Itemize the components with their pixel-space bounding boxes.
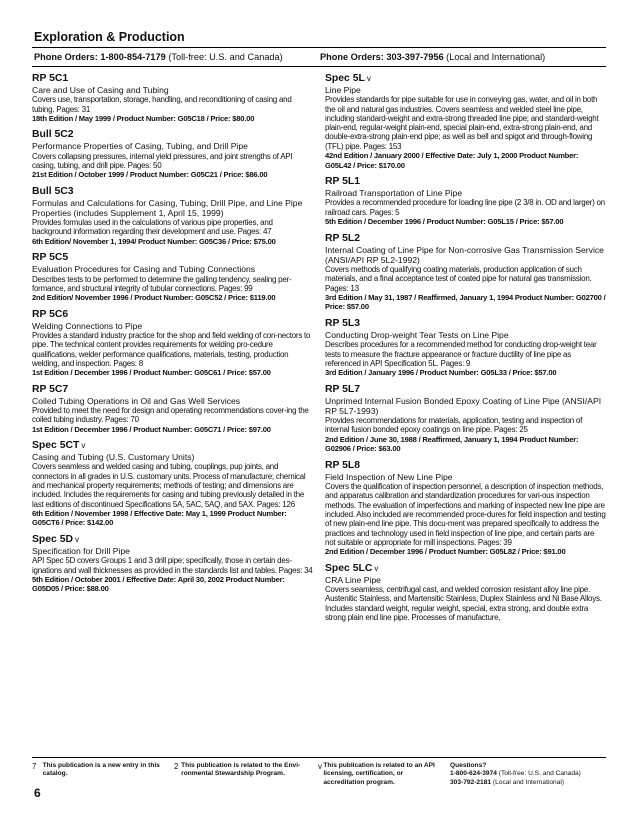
right-column [325, 73, 606, 628]
catalog-entry [32, 534, 313, 594]
entry-description: Describes tests to be performed to determine the galling tendency, sealing per-formance, and structural integrity of tubular connections. Pages: 99 [32, 274, 292, 293]
catalog-entry [32, 129, 313, 179]
new-entry-icon: 7 [32, 762, 37, 771]
entry-description: Provides standards for pipe suitable for use in conveying gas, water, and oil in both the oil and natural gas industries. Covers seamless and welded steel line pipe, including standard-weight and extra-strong threaded line pipe; and standard-weight plain-end, regular-weight plain-end, special plain-end, extra-strong plain-end, and double-extra-strong plain-end pipe; as well as bell and spigot and through-flowing (TFL) pipe. Pages: 153 [325, 95, 599, 151]
catalog-entry [32, 384, 313, 434]
licensing-mark: v [366, 74, 371, 83]
phone-tollfree [34, 52, 320, 62]
phone-local-note: (Local and International) [443, 52, 546, 62]
entry-code: Bull 5C2 [32, 129, 74, 141]
licensing-icon: v [318, 762, 322, 771]
section-title: Exploration & Production [34, 30, 185, 44]
questions-title: Questions? [450, 762, 487, 769]
entry-description: Covers collapsing pressures, internal yield pressures, and joint strengths of API casing, tubing, and drill pipe. Pages: 50 [32, 151, 293, 170]
entry-edition: 2nd Edition/ November 1996 / Product Number: G05C52 / Price: $119.00 [32, 293, 276, 303]
entry-description: Covers seamless and welded casing and tubing, couplings, pup joints, and connectors in all grades in U.S. customary units. Process of manufacture; chemical and mechanical property requirements; methods of testing; and dimensions are included. Includes the requirements for casing and tubing previously detailed in the last editions of discontinued Specifications 5A, 5AC, 5AQ, and 5AX. Pages: 126 [32, 462, 306, 509]
entry-title: Internal Coating of Line Pipe for Non-corrosive Gas Transmission Service (ANSI/API RP 5L2-1992) [325, 244, 604, 265]
entry-title: Railroad Transportation of Line Pipe [325, 188, 463, 199]
catalog-entry [32, 309, 313, 378]
catalog-entry [325, 73, 606, 170]
phone-local-number: Phone Orders: 303-397-7956 [320, 52, 444, 62]
entry-code: Spec 5LC v [325, 562, 379, 574]
entry-edition: 18th Edition / May 1999 / Product Number: G05C18 / Price: $80.00 [32, 113, 255, 123]
environmental-icon: 2 [174, 762, 179, 771]
page-number: 6 [34, 786, 41, 800]
questions-local-note: (Local and International) [491, 778, 565, 786]
entry-edition: 2nd Edition / June 30, 1988 / Reaffirmed, January 1, 1994 Product Number: G02906 / Price: $63.00 [325, 434, 579, 454]
entry-code: RP 5C6 [32, 308, 69, 320]
entry-edition: 5th Edition / December 1996 / Product Number: G05L15 / Price: $57.00 [325, 216, 564, 226]
entry-description: API Spec 5D covers Groups 1 and 3 drill pipe; specifically, those in certain des-ignations and wall thicknesses as provided in the standards list and tables. Pages: 34 [32, 556, 313, 575]
entry-code: Spec 5L v [325, 73, 371, 84]
entry-title: Coiled Tubing Operations in Oil and Gas Well Services [32, 395, 241, 406]
legend-text: This publication is related to the Envi-ronmental Stewardship Program. [181, 762, 301, 778]
entry-description: Covers methods of qualifying coating materials, production application of such materials, and a final acceptance test of coated pipe for natural gas transmission. Pages: 13 [325, 264, 592, 293]
entry-edition: 42nd Edition / January 2000 / Effective Date: July 1, 2000 Product Number: G05L42 / Price: $170.00 [325, 150, 579, 170]
entry-code: RP 5C5 [32, 252, 69, 264]
entry-edition: 6th Edition / November 1998 / Effective Date: May 1, 1999 Product Number: G05CT6 / Price: $142.00 [32, 508, 287, 528]
entry-title: Performance Properties of Casing, Tubing, and Drill Pipe [32, 141, 248, 152]
entry-code: Spec 5D v [32, 534, 80, 546]
legend-footer [32, 757, 606, 787]
entry-title: Line Pipe [325, 85, 361, 95]
entry-code: RP 5C1 [32, 73, 69, 84]
entry-description: Covers the qualification of inspection personnel, a description of inspection methods, and apparatus calibration and standardization procedures for vari-ous inspection methods. The evaluation of imperfections and marking of inspected new line pipe are included. Also included are recommended proce-dures for field inspection and testing of new plain-end line pipe. This docu-ment was prepared specifically to address the practices and technology used in field inspection of line pipe, and certain parts are not suitable or appropriate for mill inspections. Pages: 39 [325, 482, 606, 547]
entry-description: Covers use, transportation, storage, handling, and reconditioning of casing and tubing. Pages: 31 [32, 95, 292, 114]
legend-environmental [174, 762, 314, 787]
entry-code: RP 5L7 [325, 383, 361, 395]
entry-edition: 6th Edition/ November 1, 1994/ Product Number: G05C36 / Price: $75.00 [32, 236, 276, 246]
entry-code: RP 5C7 [32, 383, 69, 395]
catalog-entry [325, 176, 606, 226]
licensing-mark: v [75, 535, 80, 545]
entry-description: Describes procedures for a recommended method for conducting drop-weight tear tests to measure the fracture appearance or fracture ductility of line pipe as referenced in API Specification 5L. Pages: 9 [325, 340, 597, 368]
questions-tollfree-number: 1-800-624-3974 [450, 770, 497, 778]
phone-orders-bar [32, 47, 606, 67]
phone-tollfree-note: (Toll-free: U.S. and Canada) [165, 52, 283, 62]
entry-edition: 3rd Edition / January 1996 / Product Number: G05L33 / Price: $57.00 [325, 368, 557, 378]
licensing-mark: v [374, 563, 379, 573]
left-column [32, 73, 313, 628]
entry-title: Evaluation Procedures for Casing and Tubing Connections [32, 264, 256, 275]
entry-title: Field Inspection of New Line Pipe [325, 471, 453, 482]
entry-title: Unprimed Internal Fusion Bonded Epoxy Coating of Line Pipe (ANSI/API RP 5L7-1993) [325, 395, 602, 416]
entry-description: Provided to meet the need for design and operating recommendations cover-ing the coiled tubing industry. Pages: 70 [32, 405, 309, 425]
entry-edition: 3rd Edition / May 31, 1987 / Reaffirmed, January 1, 1994 Product Number: G02700 / Price: $57.00 [325, 292, 606, 312]
entry-edition: 1st Edition / December 1996 / Product Number: G05C71 / Price: $97.00 [32, 424, 271, 434]
legend-new-entry [32, 762, 170, 787]
catalog-entry [32, 440, 313, 528]
legend-text: This publication is related to an API licensing, certification, or accreditation program. [323, 762, 435, 786]
licensing-mark: v [81, 441, 86, 451]
catalog-entry [32, 186, 313, 247]
entry-edition: 1st Edition / December 1996 / Product Number: G05C61 / Price: $57.00 [32, 368, 271, 378]
legend-text: This publication is a new entry in this catalog. [42, 762, 160, 778]
entry-title: Conducting Drop-weight Tear Tests on Line Pipe [325, 330, 509, 341]
entry-title: Casing and Tubing (U.S. Customary Units) [32, 452, 195, 463]
questions-local-number: 303-792-2181 [450, 778, 492, 786]
entry-description: Provides a recommended procedure for loading line pipe (2 3/8 in. OD and larger) on railroad cars. Pages: 5 [325, 198, 605, 217]
entry-code: RP 5L8 [325, 459, 361, 471]
catalog-page [32, 30, 606, 628]
entry-code: Bull 5C3 [32, 185, 74, 197]
catalog-entry [32, 73, 313, 123]
catalog-entry [325, 384, 606, 454]
catalog-entry [325, 563, 606, 622]
catalog-entry [32, 252, 313, 302]
entry-edition: 21st Edition / October 1999 / Product Number: G05C21 / Price: $86.00 [32, 170, 268, 180]
entry-code: RP 5L2 [325, 232, 361, 244]
entry-title: Care and Use of Casing and Tubing [32, 85, 169, 95]
phone-tollfree-number: Phone Orders: 1-800-854-7179 [34, 52, 166, 62]
entry-title: Formulas and Calculations for Casing, Tubing, Drill Pipe, and Line Pipe Properties (includes Supplement 1, April 15, 1999) [32, 197, 303, 218]
questions-tollfree-note: (Toll-free: U.S. and Canada) [496, 770, 581, 778]
catalog-entry [325, 460, 606, 557]
entry-code: RP 5L3 [325, 318, 361, 330]
entry-edition: 2nd Edition / December 1996 / Product Number: G05L82 / Price: $91.00 [325, 547, 566, 557]
entry-description: Provides formulas used in the calculations of various pipe properties, and background information regarding their development and use. Pages: 47 [32, 218, 273, 237]
phone-local [320, 52, 606, 62]
entry-code: Spec 5CT v [32, 440, 86, 452]
entry-description: Provides recommendations for materials, application, testing and inspection of internal fusion bonded epoxy coatings on line pipe. Pages: 25 [325, 416, 583, 435]
entry-description: Provides a standard industry practice for the shop and field welding of con-nectors to pipe. The technical content provides requirements for welding pro-cedure qualifications, welder performance qualifications, materials, testing, production welding, and inspection. Pages: 8 [32, 330, 311, 368]
questions-block [450, 762, 581, 787]
entry-description: Covers seamless, centrifugal cast, and welded corrosion resistant alloy line pipe. Austenitic Stainless, and Martensitic Stainless, Duplex Stainless and Ni Base Alloys. Includes standard weight, regular weight, special, extra strong, and double extra strong plain end line pipe. Processes of manufacture, [325, 585, 602, 622]
legend-licensing [318, 762, 442, 787]
entry-title: Specification for Drill Pipe [32, 546, 130, 557]
entry-title: Welding Connections to Pipe [32, 320, 143, 331]
entry-title: CRA Line Pipe [325, 574, 381, 585]
entry-edition: 5th Edition / October 2001 / Effective Date: April 30, 2002 Product Number: G05D05 / Price: $88.00 [32, 574, 285, 594]
catalog-entry [325, 318, 606, 378]
entry-code: RP 5L1 [325, 176, 361, 188]
catalog-entry [325, 233, 606, 312]
